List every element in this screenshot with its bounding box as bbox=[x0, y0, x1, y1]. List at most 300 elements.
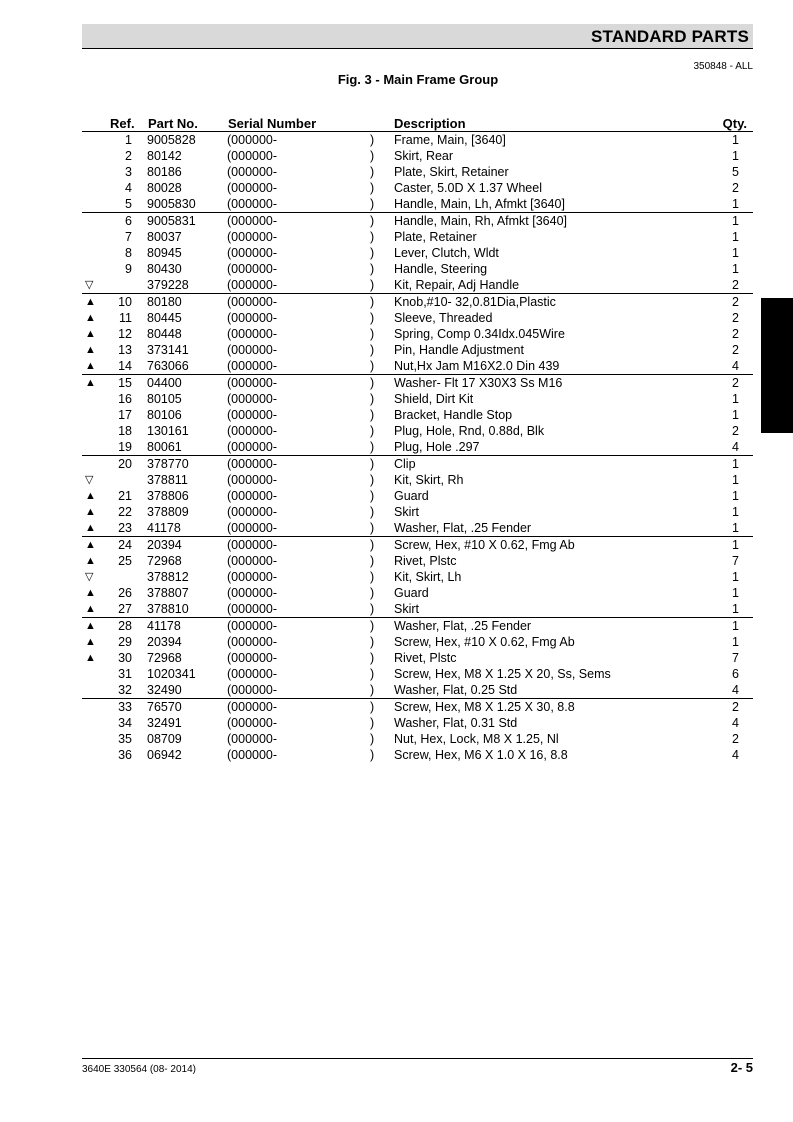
table-row bbox=[82, 439, 753, 455]
document-code: 3640E 330564 (08- 2014) bbox=[82, 1064, 196, 1075]
serial-close-cell: ) bbox=[370, 732, 375, 746]
serial-close-cell: ) bbox=[370, 408, 375, 422]
description-cell: Sleeve, Threaded bbox=[394, 311, 493, 325]
description-cell: Plate, Skirt, Retainer bbox=[394, 165, 509, 179]
table-row bbox=[82, 520, 753, 536]
serial-cell: (000000- bbox=[227, 716, 278, 730]
part-no-cell: 80945 bbox=[147, 246, 182, 260]
serial-close-cell: ) bbox=[370, 376, 375, 390]
qty-cell: 2 bbox=[732, 327, 739, 341]
description-cell: Screw, Hex, M8 X 1.25 X 30, 8.8 bbox=[394, 700, 575, 714]
description-cell: Handle, Main, Rh, Afmkt [3640] bbox=[394, 214, 568, 228]
row-marker-icon: ▽ bbox=[85, 571, 94, 583]
serial-cell: (000000- bbox=[227, 295, 278, 309]
serial-close-cell: ) bbox=[370, 602, 375, 616]
serial-cell: (000000- bbox=[227, 408, 278, 422]
part-no-cell: 80105 bbox=[147, 392, 182, 406]
ref-cell: 24 bbox=[118, 538, 132, 552]
part-no-cell: 378770 bbox=[147, 457, 189, 471]
row-marker-icon: ▲ bbox=[85, 539, 96, 551]
part-no-cell: 04400 bbox=[147, 376, 182, 390]
serial-close-cell: ) bbox=[370, 359, 375, 373]
serial-close-cell: ) bbox=[370, 651, 375, 665]
qty-cell: 1 bbox=[732, 586, 739, 600]
col-header-description: Description bbox=[394, 116, 466, 131]
serial-close-cell: ) bbox=[370, 489, 375, 503]
serial-close-cell: ) bbox=[370, 748, 375, 762]
part-no-cell: 32491 bbox=[147, 716, 182, 730]
description-cell: Handle, Steering bbox=[394, 262, 488, 276]
row-marker-icon: ▲ bbox=[85, 506, 96, 518]
description-cell: Kit, Skirt, Rh bbox=[394, 473, 464, 487]
qty-cell: 1 bbox=[732, 133, 739, 147]
row-marker-icon: ▽ bbox=[85, 474, 94, 486]
qty-cell: 1 bbox=[732, 619, 739, 633]
description-cell: Plug, Hole, Rnd, 0.88d, Blk bbox=[394, 424, 545, 438]
serial-close-cell: ) bbox=[370, 295, 375, 309]
serial-close-cell: ) bbox=[370, 570, 375, 584]
table-row bbox=[82, 585, 753, 601]
serial-cell: (000000- bbox=[227, 505, 278, 519]
description-cell: Spring, Comp 0.34Idx.045Wire bbox=[394, 327, 565, 341]
serial-cell: (000000- bbox=[227, 197, 278, 211]
serial-close-cell: ) bbox=[370, 311, 375, 325]
table-row bbox=[82, 715, 753, 731]
description-cell: Skirt bbox=[394, 505, 419, 519]
ref-cell: 36 bbox=[118, 748, 132, 762]
qty-cell: 1 bbox=[732, 230, 739, 244]
serial-close-cell: ) bbox=[370, 538, 375, 552]
serial-cell: (000000- bbox=[227, 376, 278, 390]
part-no-cell: 32490 bbox=[147, 683, 182, 697]
table-row bbox=[82, 229, 753, 245]
description-cell: Screw, Hex, #10 X 0.62, Fmg Ab bbox=[394, 635, 575, 649]
ref-cell: 6 bbox=[125, 214, 132, 228]
serial-cell: (000000- bbox=[227, 230, 278, 244]
table-row bbox=[82, 455, 753, 472]
description-cell: Bracket, Handle Stop bbox=[394, 408, 513, 422]
serial-close-cell: ) bbox=[370, 683, 375, 697]
description-cell: Screw, Hex, M6 X 1.0 X 16, 8.8 bbox=[394, 748, 568, 762]
serial-cell: (000000- bbox=[227, 457, 278, 471]
ref-cell: 25 bbox=[118, 554, 132, 568]
table-row bbox=[82, 326, 753, 342]
qty-cell: 2 bbox=[732, 295, 739, 309]
serial-close-cell: ) bbox=[370, 392, 375, 406]
ref-cell: 18 bbox=[118, 424, 132, 438]
description-cell: Washer, Flat, .25 Fender bbox=[394, 521, 532, 535]
table-row bbox=[82, 374, 753, 391]
ref-cell: 1 bbox=[125, 133, 132, 147]
ref-cell: 28 bbox=[118, 619, 132, 633]
serial-cell: (000000- bbox=[227, 214, 278, 228]
table-row bbox=[82, 666, 753, 682]
description-cell: Guard bbox=[394, 586, 429, 600]
page-title: STANDARD PARTS bbox=[591, 27, 749, 46]
part-no-cell: 80180 bbox=[147, 295, 182, 309]
table-row bbox=[82, 310, 753, 326]
ref-cell: 15 bbox=[118, 376, 132, 390]
part-no-cell: 41178 bbox=[147, 619, 181, 633]
serial-cell: (000000- bbox=[227, 732, 278, 746]
serial-cell: (000000- bbox=[227, 538, 278, 552]
ref-cell: 19 bbox=[118, 440, 132, 454]
serial-close-cell: ) bbox=[370, 440, 375, 454]
part-no-cell: 130161 bbox=[147, 424, 189, 438]
table-row bbox=[82, 747, 753, 763]
row-marker-icon: ▲ bbox=[85, 312, 96, 324]
row-marker-icon: ▲ bbox=[85, 328, 96, 340]
serial-close-cell: ) bbox=[370, 554, 375, 568]
part-no-cell: 9005830 bbox=[147, 197, 196, 211]
qty-cell: 4 bbox=[732, 440, 739, 454]
serial-close-cell: ) bbox=[370, 457, 375, 471]
model-code: 350848 - ALL bbox=[693, 61, 753, 72]
description-cell: Screw, Hex, #10 X 0.62, Fmg Ab bbox=[394, 538, 575, 552]
qty-cell: 2 bbox=[732, 311, 739, 325]
ref-cell: 20 bbox=[118, 457, 132, 471]
serial-cell: (000000- bbox=[227, 570, 278, 584]
description-cell: Lever, Clutch, Wldt bbox=[394, 246, 499, 260]
ref-cell: 31 bbox=[118, 667, 132, 681]
row-marker-icon: ▲ bbox=[85, 344, 96, 356]
ref-cell: 32 bbox=[118, 683, 132, 697]
ref-cell: 21 bbox=[118, 489, 132, 503]
serial-cell: (000000- bbox=[227, 667, 278, 681]
qty-cell: 1 bbox=[732, 457, 739, 471]
description-cell: Kit, Repair, Adj Handle bbox=[394, 278, 520, 292]
description-cell: Pin, Handle Adjustment bbox=[394, 343, 524, 357]
part-no-cell: 80186 bbox=[147, 165, 182, 179]
col-header-part-no: Part No. bbox=[148, 116, 198, 131]
serial-cell: (000000- bbox=[227, 473, 278, 487]
serial-cell: (000000- bbox=[227, 554, 278, 568]
part-no-cell: 80430 bbox=[147, 262, 182, 276]
part-no-cell: 80448 bbox=[147, 327, 182, 341]
table-row bbox=[82, 180, 753, 196]
serial-cell: (000000- bbox=[227, 651, 278, 665]
ref-cell: 14 bbox=[118, 359, 132, 373]
table-row bbox=[82, 164, 753, 180]
col-header-qty: Qty. bbox=[722, 116, 747, 131]
serial-close-cell: ) bbox=[370, 181, 375, 195]
qty-cell: 2 bbox=[732, 732, 739, 746]
row-marker-icon: ▲ bbox=[85, 587, 96, 599]
qty-cell: 1 bbox=[732, 197, 739, 211]
part-no-cell: 9005831 bbox=[147, 214, 196, 228]
figure-title: Fig. 3 - Main Frame Group bbox=[337, 72, 499, 87]
qty-cell: 1 bbox=[732, 538, 739, 552]
qty-cell: 6 bbox=[732, 667, 739, 681]
part-no-cell: 378810 bbox=[147, 602, 189, 616]
table-row bbox=[82, 472, 753, 488]
serial-cell: (000000- bbox=[227, 635, 278, 649]
serial-close-cell: ) bbox=[370, 700, 375, 714]
qty-cell: 7 bbox=[732, 554, 739, 568]
serial-close-cell: ) bbox=[370, 505, 375, 519]
serial-close-cell: ) bbox=[370, 343, 375, 357]
serial-cell: (000000- bbox=[227, 262, 278, 276]
part-no-cell: 20394 bbox=[147, 635, 182, 649]
part-no-cell: 378806 bbox=[147, 489, 189, 503]
ref-cell: 35 bbox=[118, 732, 132, 746]
table-row bbox=[82, 601, 753, 617]
part-no-cell: 378807 bbox=[147, 586, 189, 600]
table-row bbox=[82, 342, 753, 358]
serial-cell: (000000- bbox=[227, 165, 278, 179]
serial-close-cell: ) bbox=[370, 327, 375, 341]
table-row bbox=[82, 731, 753, 747]
serial-cell: (000000- bbox=[227, 246, 278, 260]
ref-cell: 11 bbox=[119, 311, 132, 325]
table-row bbox=[82, 293, 753, 310]
part-no-cell: 9005828 bbox=[147, 133, 196, 147]
qty-cell: 2 bbox=[732, 424, 739, 438]
table-row bbox=[82, 277, 753, 293]
table-row bbox=[82, 634, 753, 650]
serial-cell: (000000- bbox=[227, 392, 278, 406]
table-row bbox=[82, 148, 753, 164]
ref-cell: 7 bbox=[125, 230, 132, 244]
table-row bbox=[82, 358, 753, 374]
row-marker-icon: ▽ bbox=[85, 279, 94, 291]
parts-table bbox=[82, 132, 753, 763]
description-cell: Handle, Main, Lh, Afmkt [3640] bbox=[394, 197, 565, 211]
qty-cell: 1 bbox=[732, 473, 739, 487]
row-marker-icon: ▲ bbox=[85, 652, 96, 664]
part-no-cell: 80142 bbox=[147, 149, 182, 163]
qty-cell: 1 bbox=[732, 489, 739, 503]
qty-cell: 2 bbox=[732, 376, 739, 390]
part-no-cell: 378811 bbox=[147, 473, 188, 487]
serial-close-cell: ) bbox=[370, 262, 375, 276]
part-no-cell: 41178 bbox=[147, 521, 181, 535]
serial-cell: (000000- bbox=[227, 700, 278, 714]
description-cell: Rivet, Plstc bbox=[394, 651, 457, 665]
row-marker-icon: ▲ bbox=[85, 522, 96, 534]
serial-cell: (000000- bbox=[227, 440, 278, 454]
serial-cell: (000000- bbox=[227, 748, 278, 762]
part-no-cell: 80445 bbox=[147, 311, 182, 325]
serial-close-cell: ) bbox=[370, 521, 375, 535]
serial-cell: (000000- bbox=[227, 133, 278, 147]
serial-cell: (000000- bbox=[227, 602, 278, 616]
description-cell: Frame, Main, [3640] bbox=[394, 133, 506, 147]
serial-cell: (000000- bbox=[227, 311, 278, 325]
description-cell: Rivet, Plstc bbox=[394, 554, 457, 568]
ref-cell: 23 bbox=[118, 521, 132, 535]
serial-cell: (000000- bbox=[227, 521, 278, 535]
ref-cell: 2 bbox=[125, 149, 132, 163]
serial-close-cell: ) bbox=[370, 133, 375, 147]
description-cell: Plate, Retainer bbox=[394, 230, 477, 244]
part-no-cell: 373141 bbox=[147, 343, 189, 357]
table-row bbox=[82, 553, 753, 569]
description-cell: Caster, 5.0D X 1.37 Wheel bbox=[394, 181, 542, 195]
serial-close-cell: ) bbox=[370, 667, 375, 681]
row-marker-icon: ▲ bbox=[85, 360, 96, 372]
serial-cell: (000000- bbox=[227, 489, 278, 503]
qty-cell: 7 bbox=[732, 651, 739, 665]
col-header-ref: Ref. bbox=[110, 116, 135, 131]
qty-cell: 1 bbox=[732, 602, 739, 616]
page-number: 2- 5 bbox=[730, 1060, 753, 1075]
section-tab bbox=[761, 298, 793, 433]
qty-cell: 4 bbox=[732, 683, 739, 697]
ref-cell: 17 bbox=[118, 408, 132, 422]
description-cell: Screw, Hex, M8 X 1.25 X 20, Ss, Sems bbox=[394, 667, 611, 681]
part-no-cell: 379228 bbox=[147, 278, 189, 292]
serial-close-cell: ) bbox=[370, 424, 375, 438]
header-bar bbox=[82, 24, 753, 49]
description-cell: Skirt, Rear bbox=[394, 149, 454, 163]
qty-cell: 1 bbox=[732, 149, 739, 163]
ref-cell: 30 bbox=[118, 651, 132, 665]
table-row bbox=[82, 132, 753, 148]
ref-cell: 13 bbox=[118, 343, 132, 357]
qty-cell: 1 bbox=[732, 246, 739, 260]
table-row bbox=[82, 536, 753, 553]
serial-close-cell: ) bbox=[370, 197, 375, 211]
description-cell: Guard bbox=[394, 489, 429, 503]
table-row bbox=[82, 569, 753, 585]
description-cell: Kit, Skirt, Lh bbox=[394, 570, 462, 584]
serial-close-cell: ) bbox=[370, 246, 375, 260]
serial-close-cell: ) bbox=[370, 586, 375, 600]
serial-close-cell: ) bbox=[370, 214, 375, 228]
qty-cell: 1 bbox=[732, 505, 739, 519]
serial-cell: (000000- bbox=[227, 278, 278, 292]
qty-cell: 1 bbox=[732, 521, 739, 535]
description-cell: Washer, Flat, .25 Fender bbox=[394, 619, 532, 633]
ref-cell: 9 bbox=[125, 262, 132, 276]
description-cell: Washer, Flat, 0.31 Std bbox=[394, 716, 518, 730]
serial-close-cell: ) bbox=[370, 278, 375, 292]
table-row bbox=[82, 617, 753, 634]
description-cell: Knob,#10- 32,0.81Dia,Plastic bbox=[394, 295, 556, 309]
row-marker-icon: ▲ bbox=[85, 603, 96, 615]
table-row bbox=[82, 196, 753, 212]
part-no-cell: 06942 bbox=[147, 748, 182, 762]
qty-cell: 4 bbox=[732, 359, 739, 373]
table-row bbox=[82, 391, 753, 407]
part-no-cell: 80106 bbox=[147, 408, 182, 422]
table-row bbox=[82, 504, 753, 520]
ref-cell: 26 bbox=[118, 586, 132, 600]
serial-cell: (000000- bbox=[227, 619, 278, 633]
qty-cell: 2 bbox=[732, 278, 739, 292]
part-no-cell: 763066 bbox=[147, 359, 189, 373]
serial-close-cell: ) bbox=[370, 473, 375, 487]
description-cell: Clip bbox=[394, 457, 416, 471]
qty-cell: 2 bbox=[732, 181, 739, 195]
table-row bbox=[82, 488, 753, 504]
serial-cell: (000000- bbox=[227, 149, 278, 163]
serial-close-cell: ) bbox=[370, 230, 375, 244]
ref-cell: 29 bbox=[118, 635, 132, 649]
part-no-cell: 08709 bbox=[147, 732, 182, 746]
serial-cell: (000000- bbox=[227, 327, 278, 341]
row-marker-icon: ▲ bbox=[85, 620, 96, 632]
part-no-cell: 20394 bbox=[147, 538, 182, 552]
description-cell: Nut,Hx Jam M16X2.0 Din 439 bbox=[394, 359, 560, 373]
ref-cell: 12 bbox=[118, 327, 132, 341]
ref-cell: 22 bbox=[118, 505, 132, 519]
table-row bbox=[82, 682, 753, 698]
row-marker-icon: ▲ bbox=[85, 296, 96, 308]
table-row bbox=[82, 261, 753, 277]
part-no-cell: 72968 bbox=[147, 554, 182, 568]
row-marker-icon: ▲ bbox=[85, 377, 96, 389]
ref-cell: 16 bbox=[118, 392, 132, 406]
table-row bbox=[82, 650, 753, 666]
row-marker-icon: ▲ bbox=[85, 555, 96, 567]
serial-cell: (000000- bbox=[227, 424, 278, 438]
part-no-cell: 378812 bbox=[147, 570, 189, 584]
part-no-cell: 80061 bbox=[147, 440, 182, 454]
description-cell: Washer- Flt 17 X30X3 Ss M16 bbox=[394, 376, 563, 390]
description-cell: Plug, Hole .297 bbox=[394, 440, 480, 454]
serial-cell: (000000- bbox=[227, 181, 278, 195]
part-no-cell: 80037 bbox=[147, 230, 182, 244]
qty-cell: 2 bbox=[732, 343, 739, 357]
ref-cell: 8 bbox=[125, 246, 132, 260]
serial-close-cell: ) bbox=[370, 635, 375, 649]
ref-cell: 27 bbox=[118, 602, 132, 616]
qty-cell: 5 bbox=[732, 165, 739, 179]
ref-cell: 33 bbox=[118, 700, 132, 714]
serial-close-cell: ) bbox=[370, 149, 375, 163]
col-header-serial: Serial Number bbox=[228, 116, 317, 131]
serial-close-cell: ) bbox=[370, 165, 375, 179]
qty-cell: 1 bbox=[732, 635, 739, 649]
serial-cell: (000000- bbox=[227, 683, 278, 697]
serial-cell: (000000- bbox=[227, 343, 278, 357]
ref-cell: 5 bbox=[125, 197, 132, 211]
ref-cell: 4 bbox=[125, 181, 132, 195]
qty-cell: 1 bbox=[732, 392, 739, 406]
qty-cell: 1 bbox=[732, 570, 739, 584]
part-no-cell: 80028 bbox=[147, 181, 182, 195]
qty-cell: 1 bbox=[732, 214, 739, 228]
part-no-cell: 1020341 bbox=[147, 667, 196, 681]
serial-close-cell: ) bbox=[370, 716, 375, 730]
description-cell: Washer, Flat, 0.25 Std bbox=[394, 683, 518, 697]
table-row bbox=[82, 698, 753, 715]
qty-cell: 2 bbox=[732, 700, 739, 714]
table-row bbox=[82, 423, 753, 439]
part-no-cell: 76570 bbox=[147, 700, 182, 714]
serial-cell: (000000- bbox=[227, 359, 278, 373]
part-no-cell: 378809 bbox=[147, 505, 189, 519]
serial-close-cell: ) bbox=[370, 619, 375, 633]
row-marker-icon: ▲ bbox=[85, 636, 96, 648]
table-row bbox=[82, 407, 753, 423]
part-no-cell: 72968 bbox=[147, 651, 182, 665]
row-marker-icon: ▲ bbox=[85, 490, 96, 502]
table-row bbox=[82, 245, 753, 261]
table-row bbox=[82, 212, 753, 229]
description-cell: Shield, Dirt Kit bbox=[394, 392, 474, 406]
footer-rule bbox=[82, 1058, 753, 1059]
ref-cell: 34 bbox=[118, 716, 132, 730]
description-cell: Nut, Hex, Lock, M8 X 1.25, Nl bbox=[394, 732, 559, 746]
serial-cell: (000000- bbox=[227, 586, 278, 600]
qty-cell: 1 bbox=[732, 262, 739, 276]
qty-cell: 1 bbox=[732, 408, 739, 422]
ref-cell: 10 bbox=[118, 295, 132, 309]
qty-cell: 4 bbox=[732, 748, 739, 762]
